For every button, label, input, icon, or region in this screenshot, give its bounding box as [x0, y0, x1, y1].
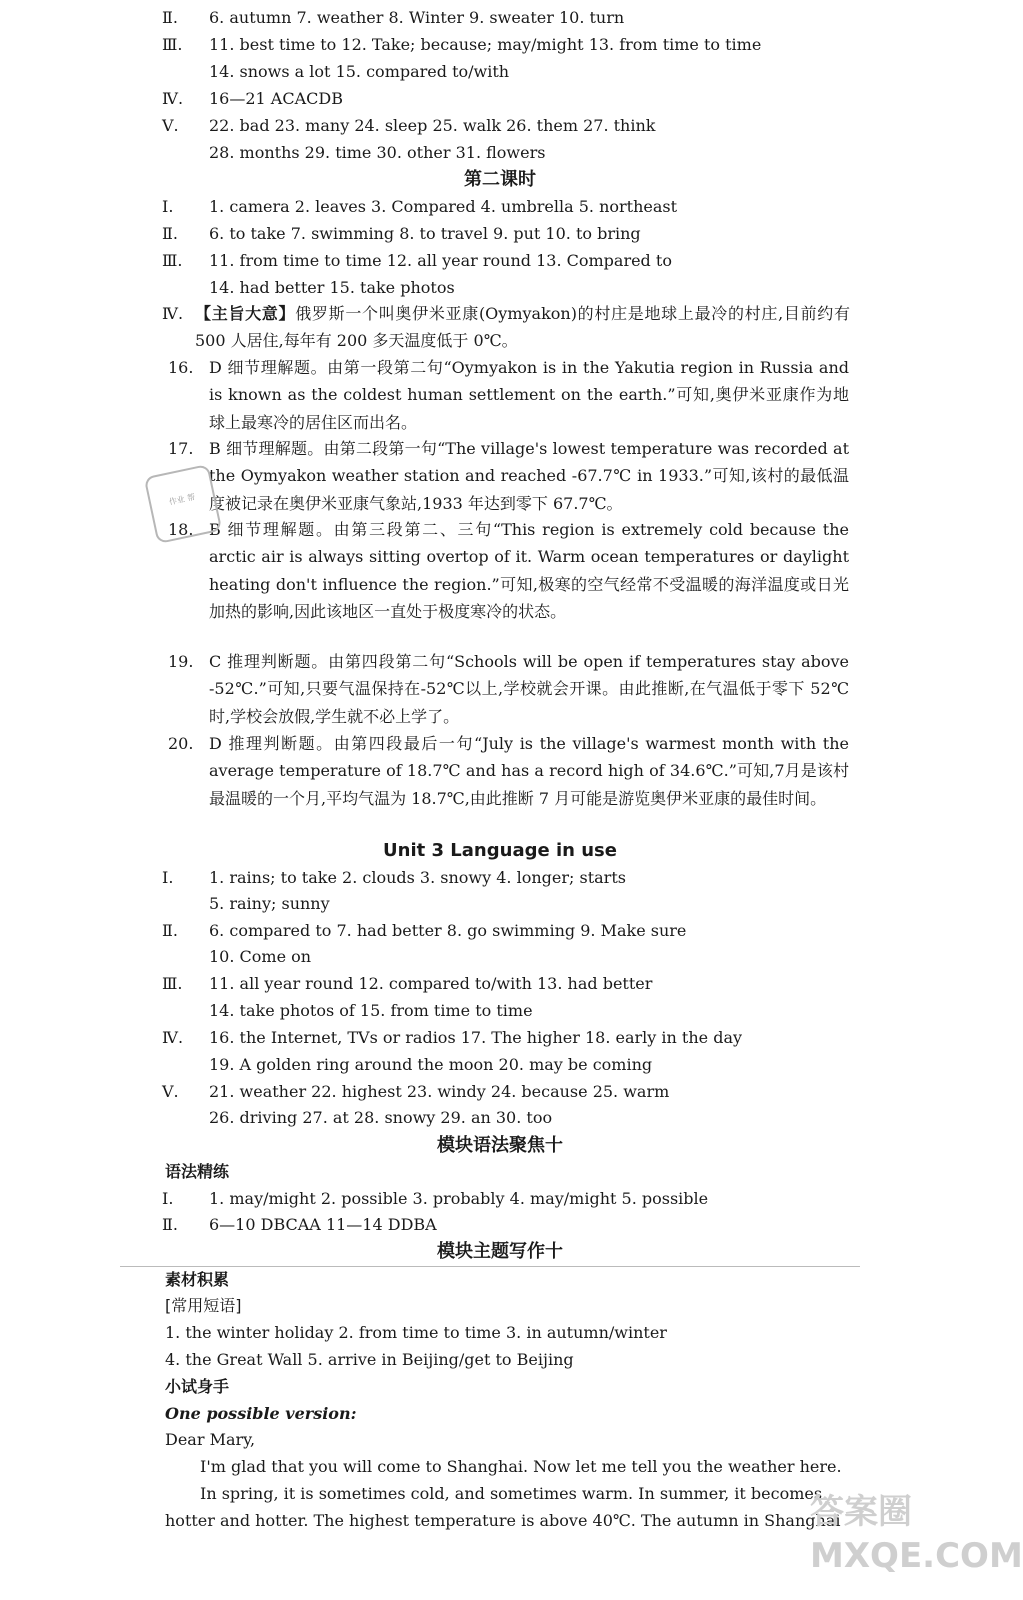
material-label: 素材积累	[165, 1270, 230, 1289]
answer-item-18: 18. B 细节理解题。由第三段第二、三句“This region is extremely cold because the arctic air is always sitting overtop of it. Warm ocean temperatures or daylight heating don't influence the region.”可知,极寒的空气经常不受温暖的海洋温度或日光加热的影响,因此该地区一直处于极度寒冷的状态。	[168, 520, 849, 621]
section-heading-writing: 模块主题写作十	[437, 1241, 563, 1262]
section-heading-lesson2: 第二课时	[464, 169, 536, 190]
try-label: 小试身手	[165, 1377, 230, 1396]
answer-item-19: 19. C 推理判断题。由第四段第二句“Schools will be open if temperatures stay above -52℃.”可知,只要气温保持在-52℃以上,学校就会开课。由此推断,在气温低于零下 52℃时,学校会放假,学生就不必上学了。	[168, 652, 849, 726]
section-heading-unit3: Unit 3 Language in use	[383, 840, 617, 861]
letter-greeting: Dear Mary,	[165, 1430, 256, 1449]
phrase-line: 4. the Great Wall 5. arrive in Beijing/get to Beijing	[165, 1350, 574, 1369]
phrases-label: [常用短语]	[165, 1296, 242, 1315]
section-heading-grammar: 模块语法聚焦十	[437, 1135, 563, 1156]
main-idea-title: 【主旨大意】	[195, 304, 296, 323]
letter-paragraph: In spring, it is sometimes cold, and sometimes warm. In summer, it becomes	[200, 1484, 823, 1503]
answer-item-16: 16. D 细节理解题。由第一段第二句“Oymyakon is in the Yakutia region in Russia and is known as the coldest human settlement on the earth.”可知,奥伊米亚康作为地球上最寒冷的居住区而出名。	[168, 358, 849, 432]
grammar-practice-label: 语法精练	[165, 1162, 230, 1181]
answer-item-20: 20. D 推理判断题。由第四段最后一句“July is the village's warmest month with the average temperature of 18.7℃ and has a record high of 34.6℃.”可知,7月是该村最温暖的一个月,平均气温为 18.7℃,由此推断 7 月可能是游览奥伊米亚康的最佳时间。	[168, 734, 849, 808]
answer-item-17: 17. B 细节理解题。由第二段第一句“The village's lowest temperature was recorded at the Oymyakon weather station and reached -67.7℃ in 1933.”可知,该村的最低温度被记录在奥伊米亚康气象站,1933 年达到零下 67.7℃。	[168, 439, 849, 513]
letter-paragraph: I'm glad that you will come to Shanghai. Now let me tell you the weather here.	[200, 1457, 842, 1476]
stamp-seal: 作业 帮	[144, 464, 223, 544]
letter-paragraph: hotter and hotter. The highest temperature is above 40℃. The autumn in Shanghai	[165, 1511, 841, 1530]
answer-page: Ⅱ. 6. autumn 7. weather 8. Winter 9. sweater 10. turn Ⅲ. 11. best time to 12. Take; because; may/might 13. from time to time 14. snows a lot 15. compared to/with Ⅳ. 16—21 ACACDB Ⅴ. 22. bad 23. many 24. sleep 25. walk 26. them 27. think 28. months 29. time 30. other 31. flowers 第二课时 Ⅰ. 1. camera 2. leaves 3. Compared 4. umbrella 5. northeast Ⅱ. 6. to take 7. swimming 8. to travel 9. put 10. to bring Ⅲ. 11. from time to time 12. all year round 13. Compared to 14. had better 15. take photos Ⅳ. 【主旨大意】俄罗斯一个叫奥伊米亚康(Oymyakon)的村庄是地球上最冷的村庄,目前约有 500 人居住,每年有 200 多天温度低于 0℃。 16. D 细节理解题。由第一段第二句“Oymyakon is in the Yakutia region in Russia and is known as the coldest human settlement on the earth.”可知,奥伊米亚康作为地球上最寒冷的居住区而出名。 17. B 细节理解题。由第二段第一句“The village's lowest temperature was recorded at the Oymyakon weather station and reached -67.7℃ in 1933.”可知,该村的最低温度被记录在奥伊米亚康气象站,1933 年达到零下 67.7℃。 18. B 细节理解题。由第三段第二、三句“This region is extremely cold because the arctic air is always sitting overtop of it. Warm ocean temperatures or daylight heating don't influence the region.”可知,极寒的空气经常不受温暖的海洋温度或日光加热的影响,因此该地区一直处于极度寒冷的状态。 19. C 推理判断题。由第四段第二句“Schools will be open if temperatures stay above -52℃.”可知,只要气温保持在-52℃以上,学校就会开课。由此推断,在气温低于零下 52℃时,学校会放假,学生就不必上学了。 20. D 推理判断题。由第四段最后一句“July is the village's warmest month with the average temperature of 18.7℃ and has a record high of 34.6℃.”可知,7月是该村最温暖的一个月,平均气温为 18.7℃,由此推断 7 月可能是游览奥伊米亚康的最佳时间。 作业 帮 Unit 3 Language in use Ⅰ. 1. rains; to take 2. clouds 3. snowy 4. longer; starts 5. rainy; sunny Ⅱ. 6. compared to 7. had better 8. go swimming 9. Make sure 10. Come on Ⅲ. 11. all year round 12. compared to/with 13. had better 14. take photos of 15. from time to time Ⅳ. 16. the Internet, TVs or radios 17. The higher 18. early in the day 19. A golden ring around the moon 20. may be coming Ⅴ. 21. weather 22. highest 23. windy 24. because 25. warm 26. driving 27. at 28. snowy 29. an 30. too 模块语法聚焦十 语法精练 Ⅰ. 1. may/might 2. possible 3. probably 4. may/might 5. possible Ⅱ. 6—10 DBCAA 11—14 DDBA 模块主题写作十 素材积累 [常用短语] 1. the winter holiday 2. from time to time 3. in autumn/winter 4. the Great Wall 5. arrive in Beijing/get to Beijing 小试身手 One possible version: Dear Mary, I'm glad that you will come to Shanghai. Now let me tell you the weather here. In spring, it is sometimes cold, and sometimes warm. In summer, it becomes hotter and hotter. The highest temperature is above 40℃. The autumn in Shanghai 答案圈 MXQE.COM	[0, 0, 1000, 1600]
divider	[120, 1266, 860, 1267]
version-label: One possible version:	[165, 1404, 357, 1423]
watermark-logo: 答案圈 MXQE.COM	[810, 1492, 1023, 1576]
main-idea-paragraph: 【主旨大意】俄罗斯一个叫奥伊米亚康(Oymyakon)的村庄是地球上最冷的村庄,目前约有 500 人居住,每年有 200 多天温度低于 0℃。	[195, 304, 850, 351]
phrase-line: 1. the winter holiday 2. from time to time 3. in autumn/winter	[165, 1323, 667, 1342]
